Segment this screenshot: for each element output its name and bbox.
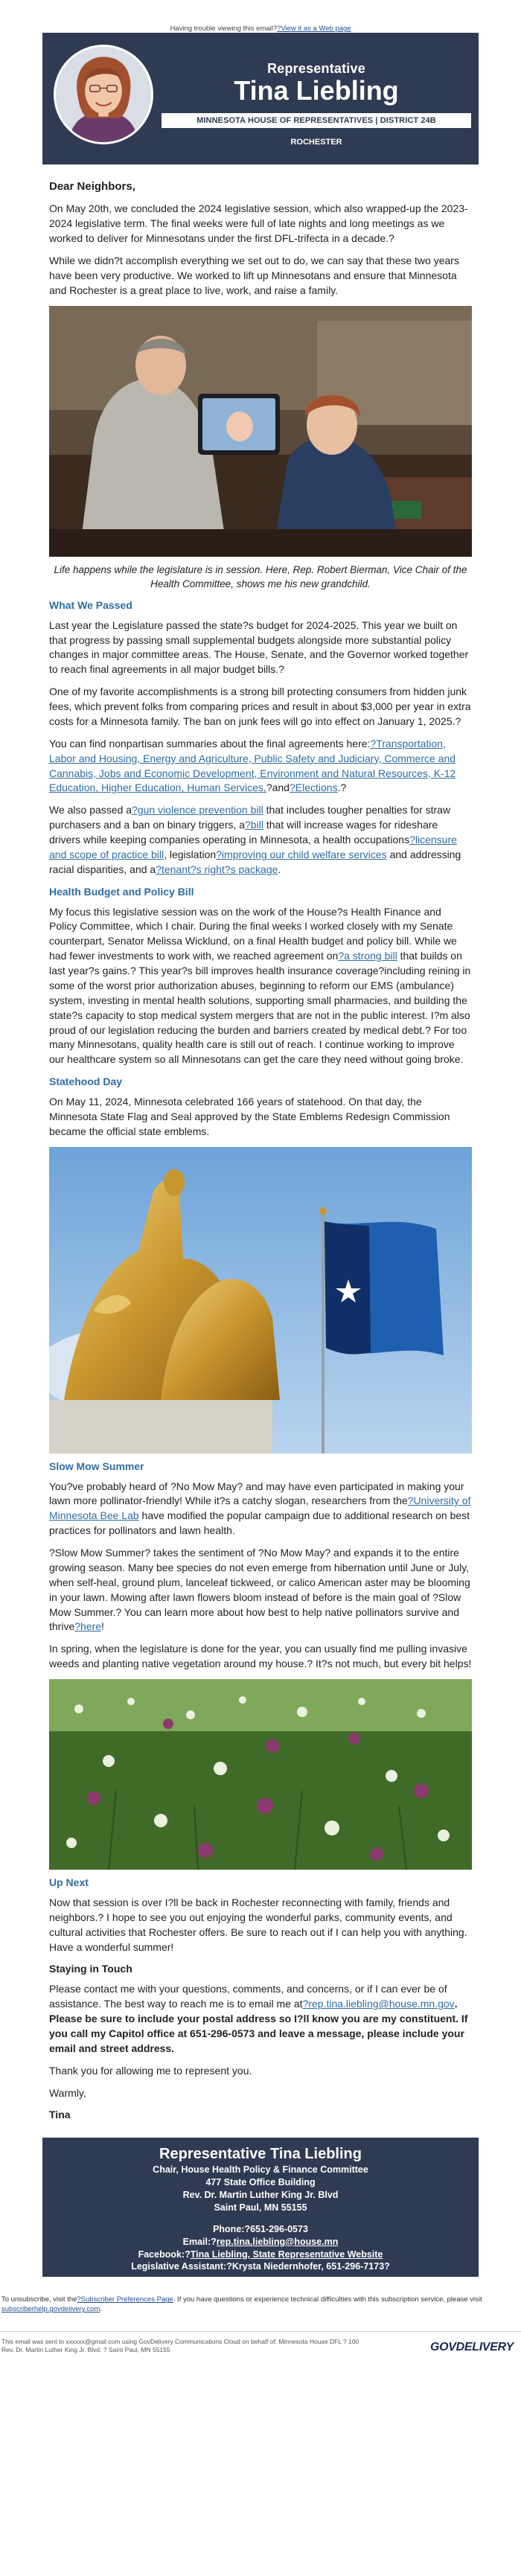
summaries-paragraph bbox=[49, 737, 472, 796]
unsub-text-c: . bbox=[100, 2305, 102, 2314]
gun-violence-bill-link[interactable]: ?gun violence prevention bill bbox=[132, 804, 263, 816]
signature: Tina bbox=[49, 2109, 71, 2121]
photo-grandchild bbox=[49, 306, 472, 557]
child-welfare-link[interactable]: ?improving our child welfare services bbox=[216, 848, 387, 860]
also-passed-text-e: and addressing racial disparities, and a bbox=[49, 848, 461, 875]
unsubscribe-notice bbox=[0, 2277, 521, 2331]
footer-spacer bbox=[48, 2214, 473, 2223]
preheader bbox=[0, 0, 521, 33]
also-passed-text-f: . bbox=[278, 863, 281, 875]
sent-notice-line-1: This email was sent to xxxxxx@gmail.com using GovDelivery Communications Cloud on behalf of: Minnesota House DFL ? 100 bbox=[1, 2338, 359, 2346]
header-representative-name: Tina Liebling bbox=[234, 75, 399, 106]
preheader-text: Having trouble viewing this email? bbox=[170, 25, 278, 33]
summaries-topic-links[interactable]: ?Transportation, Labor and Housing, Energy and Agriculture, Public Safety and Judiciary, Commerce and Cannabis, Jobs and Economic Development, Environment and Natural Resources, K-12 Education, Higher Education, Human Services, bbox=[49, 737, 456, 794]
view-web-page-link[interactable]: ?View it as a Web page bbox=[277, 25, 351, 33]
header-banner bbox=[42, 33, 479, 164]
footer-city: Saint Paul, MN 55155 bbox=[214, 2202, 307, 2213]
up-next-paragraph: Now that session is over I?ll be back in Rochester reconnecting with family, friends and neighbors.? I hope to see you out enjoying the wonderful parks, community events, and cultural activities that Rochester offers. Be sure to reach out if I can help you with anything. Have a wonderful summer! bbox=[49, 1896, 467, 1953]
footer-email-label: Email:? bbox=[182, 2236, 217, 2247]
mow-text-a: You?ve probably heard of ?No Mow May? and may have even participated in making your lawn more pollinator-friendly! While it?s a catchy slogan, researchers from the bbox=[49, 1480, 464, 1507]
sent-notice-line-2: Rev. Dr. Martin Luther King Jr. Blvd. ? Saint Paul, MN 55155 bbox=[1, 2346, 170, 2354]
mow-paragraph-3: In spring, when the legislature is done for the year, you can usually find me pulling invasive weeds and planting native vegetation around my house.? It?s not much, but every bit helps! bbox=[49, 1643, 472, 1670]
summaries-end: .? bbox=[337, 782, 347, 794]
elections-summary-link[interactable]: ?Elections bbox=[289, 782, 338, 794]
section-title-up-next: Up Next bbox=[49, 1876, 89, 1889]
footer-phone: Phone:?651-296-0573 bbox=[213, 2223, 308, 2234]
subscriber-help-link[interactable]: subscriberhelp.govdelivery.com bbox=[1, 2305, 100, 2314]
newsletter-body bbox=[42, 179, 479, 2123]
thanks-line: Thank you for allowing me to represent you. bbox=[49, 2064, 252, 2077]
section-title-statehood-day: Statehood Day bbox=[49, 1076, 123, 1088]
health-text-a: My focus this legislative session was on the work of the House?s Health Finance and Policy Committee, which I chair. During the final weeks I worked closely with my Senate counterpart, Senator Melissa Wicklund, on a final Health budget and policy bill. While we had fewer investments to work with, we reached agreement on bbox=[49, 905, 457, 962]
also-passed-paragraph bbox=[49, 803, 472, 877]
mow-text-b: have modified the popular campaign due to additional research on best practices for pollinators and lawn health. bbox=[49, 1509, 470, 1537]
health-text-b: that builds on last year?s gains.? This year?s bill improves health insurance coverage?including reining in some of the worst prior authorization abuses, beginning to reform our EMS (ambulance) system, investing in mental health solutions, supporting small pharmacies, and building the state?s capacity to stop medical system mergers that are not in the public interest. I?m also proud of our legislation reducing the burden and barriers created by medical debt.? For too many Minnesotans, quality health care is still out of reach. I continue working to improve our healthcare system so all Minnesotans can get the care they need without going broke. bbox=[49, 950, 471, 1066]
bee-lab-link[interactable]: ?University of Minnesota Bee Lab bbox=[49, 1495, 471, 1522]
also-passed-text-c: that will increase wages for rideshare drivers while keeping companies operating in Minnesota, a health occupations bbox=[49, 819, 438, 846]
email-container bbox=[42, 33, 479, 2277]
footer-email-link[interactable]: rep.tina.liebling@house.mn bbox=[216, 2236, 339, 2247]
footer-facebook-line bbox=[48, 2249, 473, 2261]
footer-email-line bbox=[48, 2236, 473, 2249]
header-city: ROCHESTER bbox=[290, 138, 342, 147]
health-bill-link[interactable]: ?a strong bill bbox=[338, 950, 397, 962]
greeting: Dear Neighbors, bbox=[49, 180, 135, 193]
contact-footer bbox=[42, 2138, 479, 2277]
footer-facebook-label: Facebook:? bbox=[138, 2249, 191, 2260]
mow-text-d: ! bbox=[101, 1620, 104, 1633]
section-title-what-we-passed: What We Passed bbox=[49, 598, 132, 611]
footer-building: 477 State Office Building bbox=[205, 2177, 316, 2188]
govdelivery-logo: GOVDELIVERY bbox=[430, 2341, 514, 2354]
unsub-text-a: To unsubscribe, visit the bbox=[1, 2295, 77, 2304]
licensure-bill-link[interactable]: ?licensure and scope of practice bill bbox=[49, 834, 457, 860]
passed-paragraph-1: Last year the Legislature passed the state?s budget for 2024-2025. This year we built on that progress by passing small supplemental budgets alongside more substantial policy changes in major committee areas. The House, Senate, and the Governor worked together to reach final agreements in all major budget bills.? bbox=[49, 619, 469, 676]
mow-paragraph-1 bbox=[49, 1480, 472, 1539]
representative-portrait bbox=[54, 45, 153, 144]
staying-in-touch-paragraph bbox=[49, 1982, 472, 2056]
touch-text-a: Please contact me with your questions, comments, and concerns, or if I can ever be of assistance. The best way to reach me is to email me at bbox=[49, 1983, 447, 2010]
touch-text-bold: . Please be sure to include your postal address so I?ll know you are my constituent. If you call my Capitol office at 651-296-0573 and leave a message, please include your email and street address. bbox=[49, 1998, 468, 2054]
photo-lawn-flowers bbox=[49, 1679, 472, 1870]
also-passed-text-a: We also passed a bbox=[49, 804, 132, 816]
photo-grandchild-caption: Life happens while the legislature is in session. Here, Rep. Robert Bierman, Vice Chair of the Health Committee, shows me his new grandchild. bbox=[54, 563, 467, 589]
photo-quadriga-flag bbox=[49, 1147, 472, 1454]
subscriber-preferences-link[interactable]: ?Subscriber Preferences Page bbox=[77, 2295, 173, 2304]
warmly-line: Warmly, bbox=[49, 2086, 86, 2099]
tenants-rights-link[interactable]: ?tenant?s right?s package bbox=[156, 863, 278, 875]
section-title-slow-mow: Slow Mow Summer bbox=[49, 1460, 144, 1472]
rideshare-bill-link[interactable]: ?bill bbox=[245, 819, 263, 831]
summaries-intro: You can find nonpartisan summaries about the final agreements here: bbox=[49, 737, 371, 750]
section-title-health-bill: Health Budget and Policy Bill bbox=[49, 885, 194, 898]
pollinator-here-link[interactable]: ?here bbox=[74, 1620, 102, 1633]
passed-paragraph-2: One of my favorite accomplishments is a strong bill protecting consumers from hidden junk fees, which prevent folks from comparing prices and result in about $3,000 per year in extra costs for a Minnesota family. The ban on junk fees will go into effect on January 1, 2025.? bbox=[49, 685, 471, 727]
footer-name: Representative Tina Liebling bbox=[159, 2146, 362, 2163]
mow-text-c: ?Slow Mow Summer? takes the sentiment of ?No Mow May? and expands it to the entire growing season. Many bee species do not even emerge from hibernation until June or July, when self-heal, ground plum, lanceleaf tickweed, or calico American aster may be blooming in your lawn. Mowing after lawn flowers bloom instead of before is the main goal of ?Slow Mow Summer.? You can learn more about how best to help native pollinators survive and thrive bbox=[49, 1547, 470, 1633]
intro-paragraph-1: On May 20th, we concluded the 2024 legislative session, which also wrapped-up the 2023-2024 legislative term. The final weeks were full of late nights and long meetings as we worked to deliver for Minnesotans under the first DFL-trifecta in a decade.? bbox=[49, 202, 468, 245]
section-title-staying-in-touch: Staying in Touch bbox=[49, 1963, 132, 1975]
govdelivery-bar bbox=[0, 2332, 521, 2361]
statehood-paragraph: On May 11, 2024, Minnesota celebrated 166 years of statehood. On that day, the Minnesota State Flag and Seal approved by the State Emblems Redesign Commission became the official state emblems. bbox=[49, 1096, 450, 1137]
also-passed-text-d: , legislation bbox=[164, 848, 217, 860]
header-district-bar: MINNESOTA HOUSE OF REPRESENTATIVES | DISTRICT 24B bbox=[162, 113, 471, 128]
footer-assistant: Legislative Assistant:?Krysta Niedernhofer, 651-296-7173? bbox=[131, 2261, 390, 2272]
header-representative-label: Representative bbox=[267, 61, 365, 76]
summaries-and: ?and bbox=[266, 782, 290, 794]
footer-facebook-link[interactable]: Tina Liebling, State Representative Website bbox=[190, 2249, 383, 2260]
unsub-text-b: . If you have questions or experience technical difficulties with this subscription service, please visit bbox=[173, 2295, 482, 2304]
health-paragraph bbox=[49, 905, 472, 1068]
mow-paragraph-2 bbox=[49, 1546, 472, 1634]
intro-paragraph-2: While we didn?t accomplish everything we set out to do, we can say that these two years have been very productive. We worked to lift up Minnesotans and ensure that Minnesota and Rochester is a great place to live, work, and raise a family. bbox=[49, 254, 459, 296]
footer-street: Rev. Dr. Martin Luther King Jr. Blvd bbox=[182, 2190, 339, 2201]
sent-notice bbox=[1, 2338, 359, 2354]
rep-email-link[interactable]: ?rep.tina.liebling@house.mn.gov bbox=[302, 1998, 455, 2010]
footer-role: Chair, House Health Policy & Finance Committee bbox=[153, 2164, 368, 2176]
also-passed-text-b: that includes tougher penalties for straw purchasers and a ban on binary triggers, a bbox=[49, 804, 451, 831]
